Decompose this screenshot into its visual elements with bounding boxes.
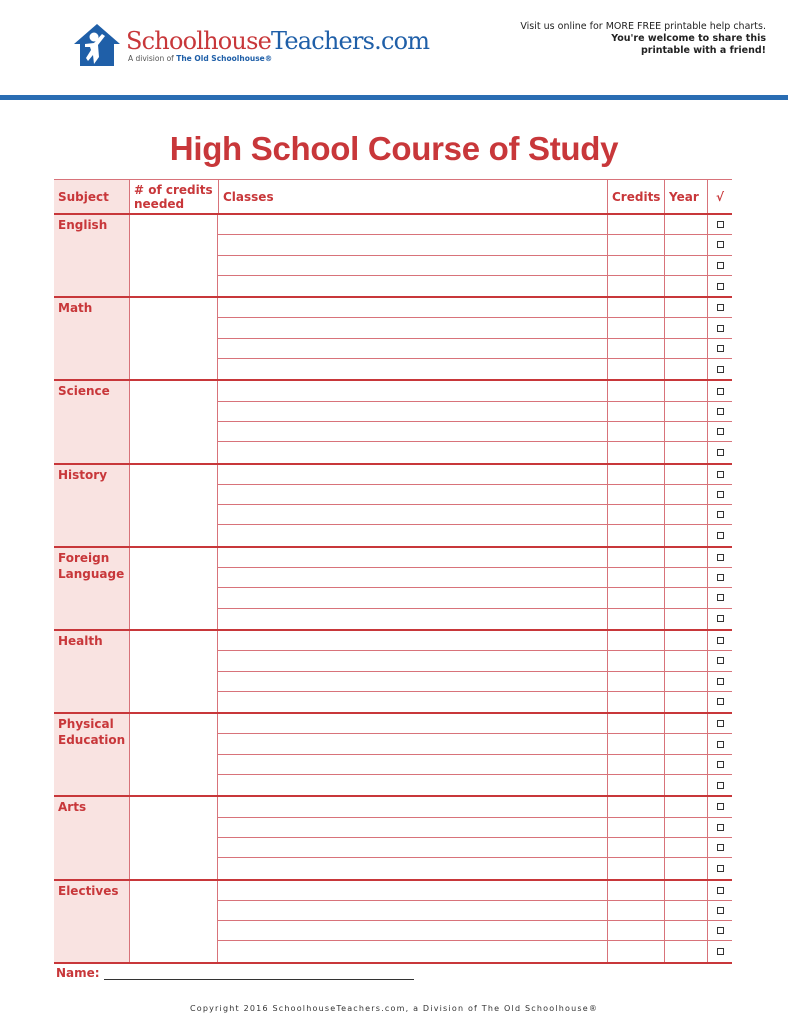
checkbox[interactable] [717, 865, 724, 872]
check-cell [707, 525, 732, 545]
subject-group [54, 548, 732, 631]
credits-needed-cell[interactable] [129, 631, 217, 712]
checkbox[interactable] [717, 388, 724, 395]
class-cell[interactable] [218, 941, 607, 961]
year-cell[interactable] [664, 381, 707, 400]
year-cell[interactable] [664, 775, 707, 795]
checkbox[interactable] [717, 761, 724, 768]
year-cell[interactable] [664, 797, 707, 816]
table-row [218, 921, 732, 941]
check-cell [707, 422, 732, 441]
check-cell [707, 442, 732, 462]
table-row [218, 485, 732, 505]
checkbox[interactable] [717, 283, 724, 290]
checkbox[interactable] [717, 637, 724, 644]
year-cell[interactable] [664, 734, 707, 753]
header-subject: Subject [54, 180, 129, 213]
year-cell[interactable] [664, 442, 707, 462]
class-cell[interactable] [218, 609, 607, 629]
credits-cell[interactable] [607, 339, 664, 358]
credits-needed-cell[interactable] [129, 797, 217, 878]
table-row [218, 525, 732, 545]
credits-cell[interactable] [607, 714, 664, 733]
checkbox[interactable] [717, 844, 724, 851]
class-cell[interactable] [218, 881, 607, 900]
checkbox[interactable] [717, 511, 724, 518]
credits-needed-cell[interactable] [129, 465, 217, 546]
class-cell[interactable] [218, 465, 607, 484]
class-cell[interactable] [218, 485, 607, 504]
checkbox[interactable] [717, 803, 724, 810]
credits-cell[interactable] [607, 881, 664, 900]
table-row [218, 797, 732, 817]
year-cell[interactable] [664, 818, 707, 837]
credits-needed-cell[interactable] [129, 714, 217, 795]
class-cell[interactable] [218, 775, 607, 795]
table-row [218, 609, 732, 629]
class-cell[interactable] [218, 901, 607, 920]
credits-cell[interactable] [607, 525, 664, 545]
credits-cell[interactable] [607, 256, 664, 275]
credits-cell[interactable] [607, 818, 664, 837]
checkbox[interactable] [717, 678, 724, 685]
class-cell[interactable] [218, 755, 607, 774]
check-cell [707, 485, 732, 504]
subject-group [54, 714, 732, 797]
logo-sub-prefix: A division of [128, 54, 174, 63]
logo-name-part2: Teachers.com [271, 27, 430, 55]
page-header [0, 0, 788, 100]
check-cell [707, 941, 732, 961]
check-cell [707, 858, 732, 878]
checkbox[interactable] [717, 471, 724, 478]
subject-label: English [54, 215, 129, 296]
subject-label: Math [54, 298, 129, 379]
subject-label: Science [54, 381, 129, 462]
table-row [218, 215, 732, 235]
credits-needed-cell[interactable] [129, 215, 217, 296]
checkbox[interactable] [717, 574, 724, 581]
check-cell [707, 359, 732, 379]
credits-cell[interactable] [607, 402, 664, 421]
checkbox[interactable] [717, 241, 724, 248]
credits-needed-cell[interactable] [129, 298, 217, 379]
year-cell[interactable] [664, 422, 707, 441]
subject-group [54, 215, 732, 298]
name-field[interactable] [56, 966, 414, 980]
checkbox[interactable] [717, 532, 724, 539]
table-row [218, 672, 732, 692]
year-cell[interactable] [664, 838, 707, 857]
table-row [218, 651, 732, 671]
table-row [218, 339, 732, 359]
credits-cell[interactable] [607, 921, 664, 940]
check-cell [707, 838, 732, 857]
class-cell[interactable] [218, 381, 607, 400]
checkbox[interactable] [717, 262, 724, 269]
brand-logo[interactable] [72, 22, 429, 72]
checkbox[interactable] [717, 449, 724, 456]
year-cell[interactable] [664, 672, 707, 691]
table-row [218, 734, 732, 754]
check-cell [707, 651, 732, 670]
logo-sub-brand: The Old Schoolhouse® [176, 54, 273, 63]
table-row [218, 881, 732, 901]
checkbox[interactable] [717, 615, 724, 622]
checkbox[interactable] [717, 345, 724, 352]
year-cell[interactable] [664, 485, 707, 504]
check-cell [707, 631, 732, 650]
credits-cell[interactable] [607, 298, 664, 317]
check-cell [707, 609, 732, 629]
checkbox[interactable] [717, 782, 724, 789]
course-table [54, 179, 732, 964]
class-cell[interactable] [218, 631, 607, 650]
class-cell[interactable] [218, 651, 607, 670]
table-row [218, 818, 732, 838]
credits-needed-cell[interactable] [129, 381, 217, 462]
credits-cell[interactable] [607, 276, 664, 296]
year-cell[interactable] [664, 215, 707, 234]
checkbox[interactable] [717, 594, 724, 601]
subject-rows [217, 381, 732, 462]
year-cell[interactable] [664, 755, 707, 774]
class-cell[interactable] [218, 548, 607, 567]
credits-needed-cell[interactable] [129, 548, 217, 629]
credits-cell[interactable] [607, 672, 664, 691]
year-cell[interactable] [664, 525, 707, 545]
credits-cell[interactable] [607, 548, 664, 567]
header-credits-needed: # of credits needed [129, 180, 218, 213]
class-cell[interactable] [218, 422, 607, 441]
class-cell[interactable] [218, 921, 607, 940]
credits-cell[interactable] [607, 651, 664, 670]
logo-name [126, 28, 429, 54]
subject-label: Electives [54, 881, 129, 962]
header-divider [0, 95, 788, 100]
credits-cell[interactable] [607, 359, 664, 379]
check-cell [707, 901, 732, 920]
check-cell [707, 921, 732, 940]
checkbox[interactable] [717, 927, 724, 934]
year-cell[interactable] [664, 568, 707, 587]
year-cell[interactable] [664, 505, 707, 524]
checkbox[interactable] [717, 304, 724, 311]
class-cell[interactable] [218, 442, 607, 462]
year-cell[interactable] [664, 609, 707, 629]
checkbox[interactable] [717, 325, 724, 332]
year-cell[interactable] [664, 858, 707, 878]
subject-rows [217, 797, 732, 878]
check-cell [707, 588, 732, 607]
check-cell [707, 339, 732, 358]
subject-label: Physical Education [54, 714, 129, 795]
table-row [218, 941, 732, 961]
promo-line2: You're welcome to share this [611, 33, 766, 44]
check-cell [707, 215, 732, 234]
checkbox[interactable] [717, 408, 724, 415]
table-row [218, 588, 732, 608]
table-header [54, 179, 732, 215]
class-cell[interactable] [218, 734, 607, 753]
table-row [218, 775, 732, 795]
class-cell[interactable] [218, 359, 607, 379]
year-cell[interactable] [664, 339, 707, 358]
check-cell [707, 734, 732, 753]
check-cell [707, 818, 732, 837]
class-cell[interactable] [218, 256, 607, 275]
subject-rows [217, 548, 732, 629]
credits-cell[interactable] [607, 775, 664, 795]
subject-label: History [54, 465, 129, 546]
subject-rows [217, 714, 732, 795]
year-cell[interactable] [664, 941, 707, 961]
year-cell[interactable] [664, 921, 707, 940]
logo-text [126, 28, 429, 63]
class-cell[interactable] [218, 525, 607, 545]
table-row [218, 548, 732, 568]
subject-group [54, 465, 732, 548]
table-row [218, 838, 732, 858]
class-cell[interactable] [218, 672, 607, 691]
table-row [218, 442, 732, 462]
checkbox[interactable] [717, 221, 724, 228]
credits-needed-cell[interactable] [129, 881, 217, 962]
credits-cell[interactable] [607, 318, 664, 337]
logo-name-part1: Schoolhouse [126, 27, 271, 55]
year-cell[interactable] [664, 631, 707, 650]
promo-text [520, 21, 766, 57]
class-cell[interactable] [218, 692, 607, 712]
subject-rows [217, 881, 732, 962]
table-row [218, 714, 732, 734]
header-check: √ [707, 180, 732, 213]
checkbox[interactable] [717, 948, 724, 955]
checkbox[interactable] [717, 428, 724, 435]
copyright-footer: Copyright 2016 SchoolhouseTeachers.com, a Division of The Old Schoolhouse® [189, 1004, 599, 1013]
credits-cell[interactable] [607, 381, 664, 400]
table-row [218, 276, 732, 296]
check-cell [707, 755, 732, 774]
class-cell[interactable] [218, 818, 607, 837]
table-row [218, 256, 732, 276]
class-cell[interactable] [218, 339, 607, 358]
subject-group [54, 298, 732, 381]
class-cell[interactable] [218, 505, 607, 524]
credits-cell[interactable] [607, 609, 664, 629]
table-row [218, 755, 732, 775]
checkbox[interactable] [717, 824, 724, 831]
subject-label: Arts [54, 797, 129, 878]
credits-cell[interactable] [607, 797, 664, 816]
table-row [218, 465, 732, 485]
credits-cell[interactable] [607, 485, 664, 504]
check-cell [707, 381, 732, 400]
table-body [54, 215, 732, 964]
credits-cell[interactable] [607, 442, 664, 462]
table-row [218, 901, 732, 921]
credits-cell[interactable] [607, 215, 664, 234]
subject-rows [217, 215, 732, 296]
name-input-line[interactable] [104, 968, 414, 980]
table-row [218, 381, 732, 401]
check-cell [707, 714, 732, 733]
year-cell[interactable] [664, 235, 707, 254]
subject-group [54, 381, 732, 464]
subject-label: Foreign Language [54, 548, 129, 629]
table-row [218, 568, 732, 588]
year-cell[interactable] [664, 901, 707, 920]
logo-subtitle [128, 54, 429, 63]
table-row [218, 692, 732, 712]
class-cell[interactable] [218, 318, 607, 337]
checkbox[interactable] [717, 887, 724, 894]
year-cell[interactable] [664, 881, 707, 900]
header-year: Year [664, 180, 707, 213]
class-cell[interactable] [218, 215, 607, 234]
page-title: High School Course of Study [169, 130, 619, 167]
schoolhouse-icon [72, 22, 122, 68]
subject-group [54, 881, 732, 964]
year-cell[interactable] [664, 548, 707, 567]
class-cell[interactable] [218, 588, 607, 607]
class-cell[interactable] [218, 568, 607, 587]
credits-cell[interactable] [607, 734, 664, 753]
table-row [218, 858, 732, 878]
check-cell [707, 402, 732, 421]
check-cell [707, 276, 732, 296]
year-cell[interactable] [664, 465, 707, 484]
checkbox[interactable] [717, 657, 724, 664]
name-label: Name: [56, 966, 100, 980]
table-row [218, 235, 732, 255]
check-cell [707, 881, 732, 900]
table-row [218, 422, 732, 442]
class-cell[interactable] [218, 797, 607, 816]
year-cell[interactable] [664, 318, 707, 337]
check-cell [707, 775, 732, 795]
table-row [218, 359, 732, 379]
check-cell [707, 672, 732, 691]
promo-line1: Visit us online for MORE FREE printable help charts. [520, 21, 766, 32]
credits-cell[interactable] [607, 568, 664, 587]
credits-cell[interactable] [607, 941, 664, 961]
checkbox[interactable] [717, 741, 724, 748]
year-cell[interactable] [664, 692, 707, 712]
check-cell [707, 692, 732, 712]
credits-cell[interactable] [607, 588, 664, 607]
check-cell [707, 568, 732, 587]
credits-cell[interactable] [607, 838, 664, 857]
checkbox[interactable] [717, 366, 724, 373]
year-cell[interactable] [664, 402, 707, 421]
class-cell[interactable] [218, 235, 607, 254]
table-row [218, 402, 732, 422]
class-cell[interactable] [218, 714, 607, 733]
check-cell [707, 797, 732, 816]
class-cell[interactable] [218, 276, 607, 296]
checkbox[interactable] [717, 907, 724, 914]
credits-cell[interactable] [607, 465, 664, 484]
year-cell[interactable] [664, 276, 707, 296]
table-row [218, 505, 732, 525]
credits-cell[interactable] [607, 631, 664, 650]
check-cell [707, 465, 732, 484]
credits-cell[interactable] [607, 692, 664, 712]
class-cell[interactable] [218, 298, 607, 317]
check-cell [707, 235, 732, 254]
subject-group [54, 631, 732, 714]
credits-cell[interactable] [607, 422, 664, 441]
checkbox[interactable] [717, 698, 724, 705]
subject-label: Health [54, 631, 129, 712]
credits-cell[interactable] [607, 755, 664, 774]
year-cell[interactable] [664, 588, 707, 607]
subject-rows [217, 298, 732, 379]
promo-line3: printable with a friend! [640, 45, 766, 56]
header-credits: Credits [607, 180, 664, 213]
check-cell [707, 548, 732, 567]
subject-group [54, 797, 732, 880]
year-cell[interactable] [664, 651, 707, 670]
check-cell [707, 505, 732, 524]
class-cell[interactable] [218, 858, 607, 878]
credits-cell[interactable] [607, 901, 664, 920]
table-row [218, 631, 732, 651]
class-cell[interactable] [218, 838, 607, 857]
credits-cell[interactable] [607, 858, 664, 878]
header-classes: Classes [218, 180, 607, 213]
year-cell[interactable] [664, 298, 707, 317]
checkbox[interactable] [717, 720, 724, 727]
table-row [218, 318, 732, 338]
check-cell [707, 318, 732, 337]
class-cell[interactable] [218, 402, 607, 421]
check-cell [707, 298, 732, 317]
credits-cell[interactable] [607, 235, 664, 254]
year-cell[interactable] [664, 714, 707, 733]
subject-rows [217, 465, 732, 546]
year-cell[interactable] [664, 256, 707, 275]
checkbox[interactable] [717, 554, 724, 561]
year-cell[interactable] [664, 359, 707, 379]
checkbox[interactable] [717, 491, 724, 498]
table-row [218, 298, 732, 318]
subject-rows [217, 631, 732, 712]
check-cell [707, 256, 732, 275]
credits-cell[interactable] [607, 505, 664, 524]
